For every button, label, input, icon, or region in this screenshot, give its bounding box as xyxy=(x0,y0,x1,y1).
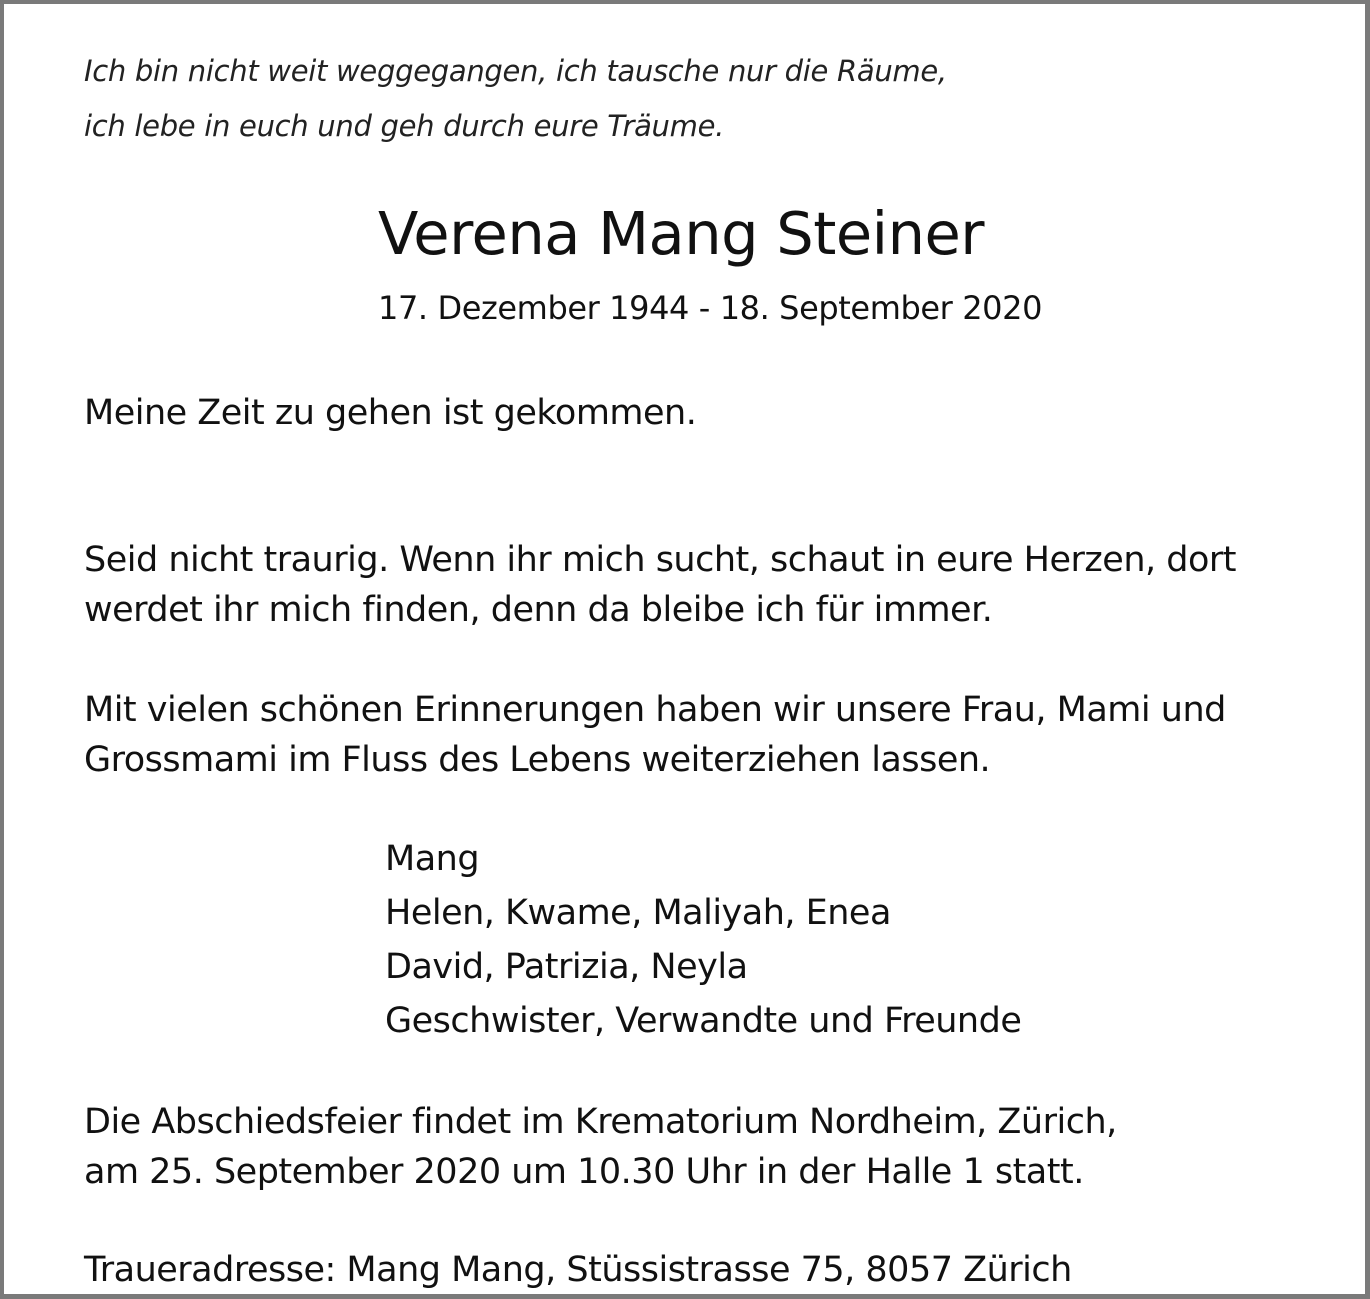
message-p1-line: Meine Zeit zu gehen ist gekommen. xyxy=(84,393,697,433)
quote-line-2: ich lebe in euch und geh durch eure Träume. xyxy=(84,109,725,143)
mourning-address xyxy=(84,1245,1072,1295)
ceremony-line-1: Die Abschiedsfeier findet im Krematorium Nordheim, Zürich, xyxy=(84,1102,1117,1142)
mourner-entry: Mang xyxy=(385,839,480,879)
deceased-header xyxy=(378,194,1042,338)
message-p2-line-2: werdet ihr mich finden, denn da bleibe ich für immer. xyxy=(84,590,993,630)
message-paragraph-1 xyxy=(84,388,696,438)
message-p3-line-1: Mit vielen schönen Erinnerungen haben wir unsere Frau, Mami und xyxy=(84,690,1226,730)
mourner-entry: Helen, Kwame, Maliyah, Enea xyxy=(385,893,891,933)
obituary-notice xyxy=(84,44,1324,1290)
ceremony-info xyxy=(84,1097,1117,1197)
ceremony-line-2: am 25. September 2020 um 10.30 Uhr in der Halle 1 statt. xyxy=(84,1152,1084,1192)
message-p2-line-1: Seid nicht traurig. Wenn ihr mich sucht, schaut in eure Herzen, dort xyxy=(84,540,1237,580)
mourner-entry: David, Patrizia, Neyla xyxy=(385,947,748,987)
mourner-entry: Geschwister, Verwandte und Freunde xyxy=(385,1001,1022,1041)
message-p3-line-2: Grossmami im Fluss des Lebens weiterziehen lassen. xyxy=(84,740,991,780)
life-dates: 17. Dezember 1944 - 18. September 2020 xyxy=(378,289,1043,327)
deceased-name: Verena Mang Steiner xyxy=(378,199,985,268)
quote-line-1: Ich bin nicht weit weggegangen, ich tausche nur die Räume, xyxy=(84,54,947,88)
mourners-list xyxy=(385,832,1021,1048)
opening-quote xyxy=(84,44,1324,154)
message-paragraph-2 xyxy=(84,535,1236,635)
address-line: Traueradresse: Mang Mang, Stüssistrasse 75, 8057 Zürich xyxy=(84,1250,1072,1290)
message-paragraph-3 xyxy=(84,685,1226,785)
